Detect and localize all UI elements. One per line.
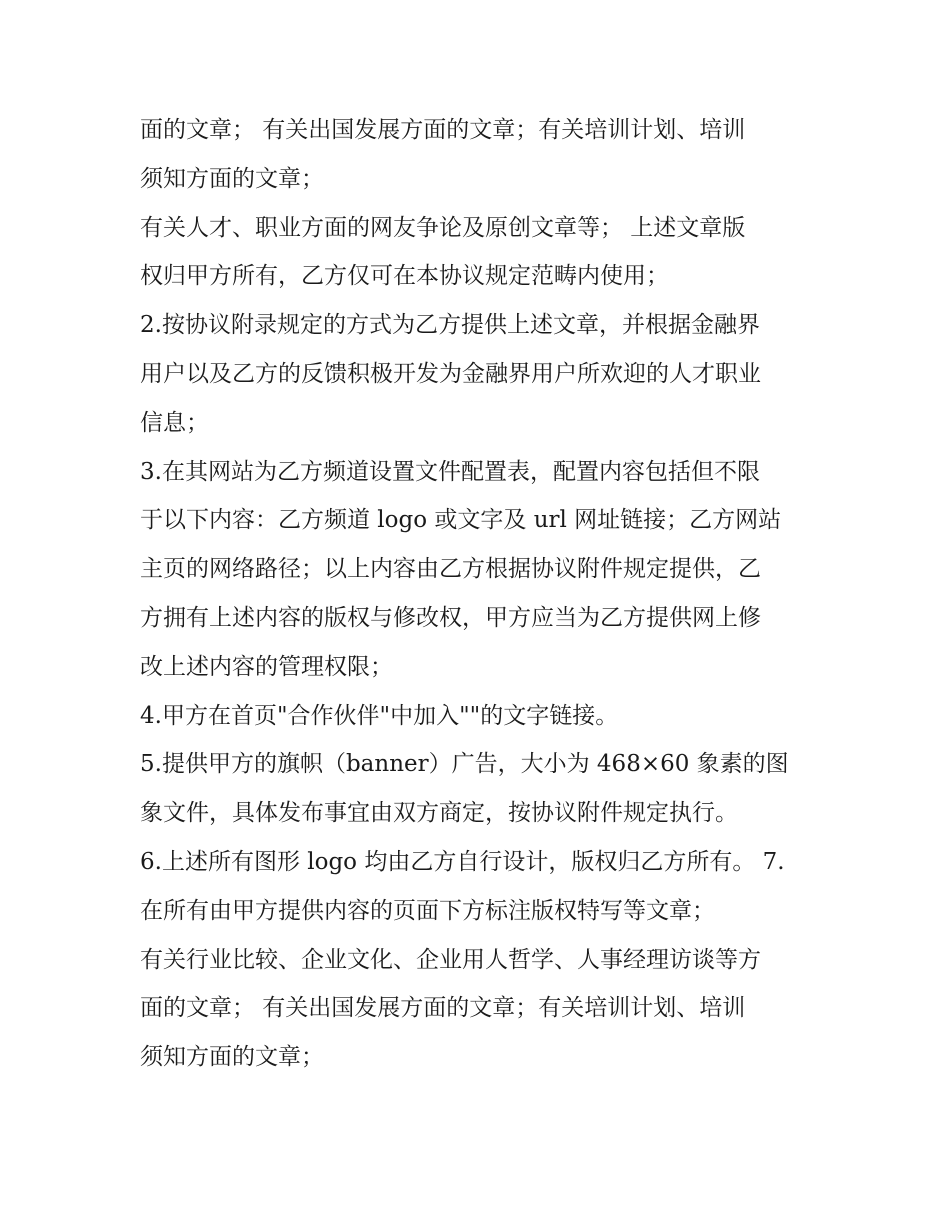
text-line-8: 3.在其网站为乙方频道设置文件配置表，配置内容包括但不限 <box>140 458 760 485</box>
text-line-1: 面的文章； 有关出国发展方面的文章；有关培训计划、培训 <box>140 117 746 143</box>
text-line-6: 用户以及乙方的反馈积极开发为金融界用户所欢迎的人才职业 <box>140 360 761 387</box>
text-line-2: 须知方面的文章； <box>140 165 324 192</box>
text-line-3: 有关人才、职业方面的网友争论及原创文章等； 上述文章版 <box>140 214 746 241</box>
text-line-13: 4.甲方在首页"合作伙伴"中加入""的文字链接。 <box>140 702 619 729</box>
text-line-20: 须知方面的文章； <box>140 1044 324 1071</box>
document-body <box>140 106 820 1082</box>
text-line-11: 方拥有上述内容的版权与修改权，甲方应当为乙方提供网上修 <box>140 604 761 631</box>
text-line-5: 2.按协议附录规定的方式为乙方提供上述文章，并根据金融界 <box>140 312 760 339</box>
text-line-7: 信息； <box>140 409 209 436</box>
text-line-12: 改上述内容的管理权限； <box>140 653 393 680</box>
text-line-19: 面的文章； 有关出国发展方面的文章；有关培训计划、培训 <box>140 995 746 1022</box>
text-line-4: 权归甲方所有，乙方仅可在本协议规定范畴内使用； <box>140 263 669 290</box>
text-line-16: 6.上述所有图形 logo 均由乙方自行设计，版权归乙方所有。 7. <box>140 848 785 875</box>
text-line-10: 主页的网络路径；以上内容由乙方根据协议附件规定提供，乙 <box>140 556 761 583</box>
text-line-18: 有关行业比较、企业文化、企业用人哲学、人事经理访谈等方 <box>140 946 761 973</box>
text-line-14: 5.提供甲方的旗帜（banner）广告，大小为 468×60 象素的图 <box>140 751 789 778</box>
text-line-15: 象文件，具体发布事宜由双方商定，按协议附件规定执行。 <box>140 800 738 827</box>
text-line-9: 于以下内容：乙方频道 logo 或文字及 url 网址链接；乙方网站 <box>140 507 782 534</box>
text-line-17: 在所有由甲方提供内容的页面下方标注版权特写等文章； <box>140 897 715 924</box>
